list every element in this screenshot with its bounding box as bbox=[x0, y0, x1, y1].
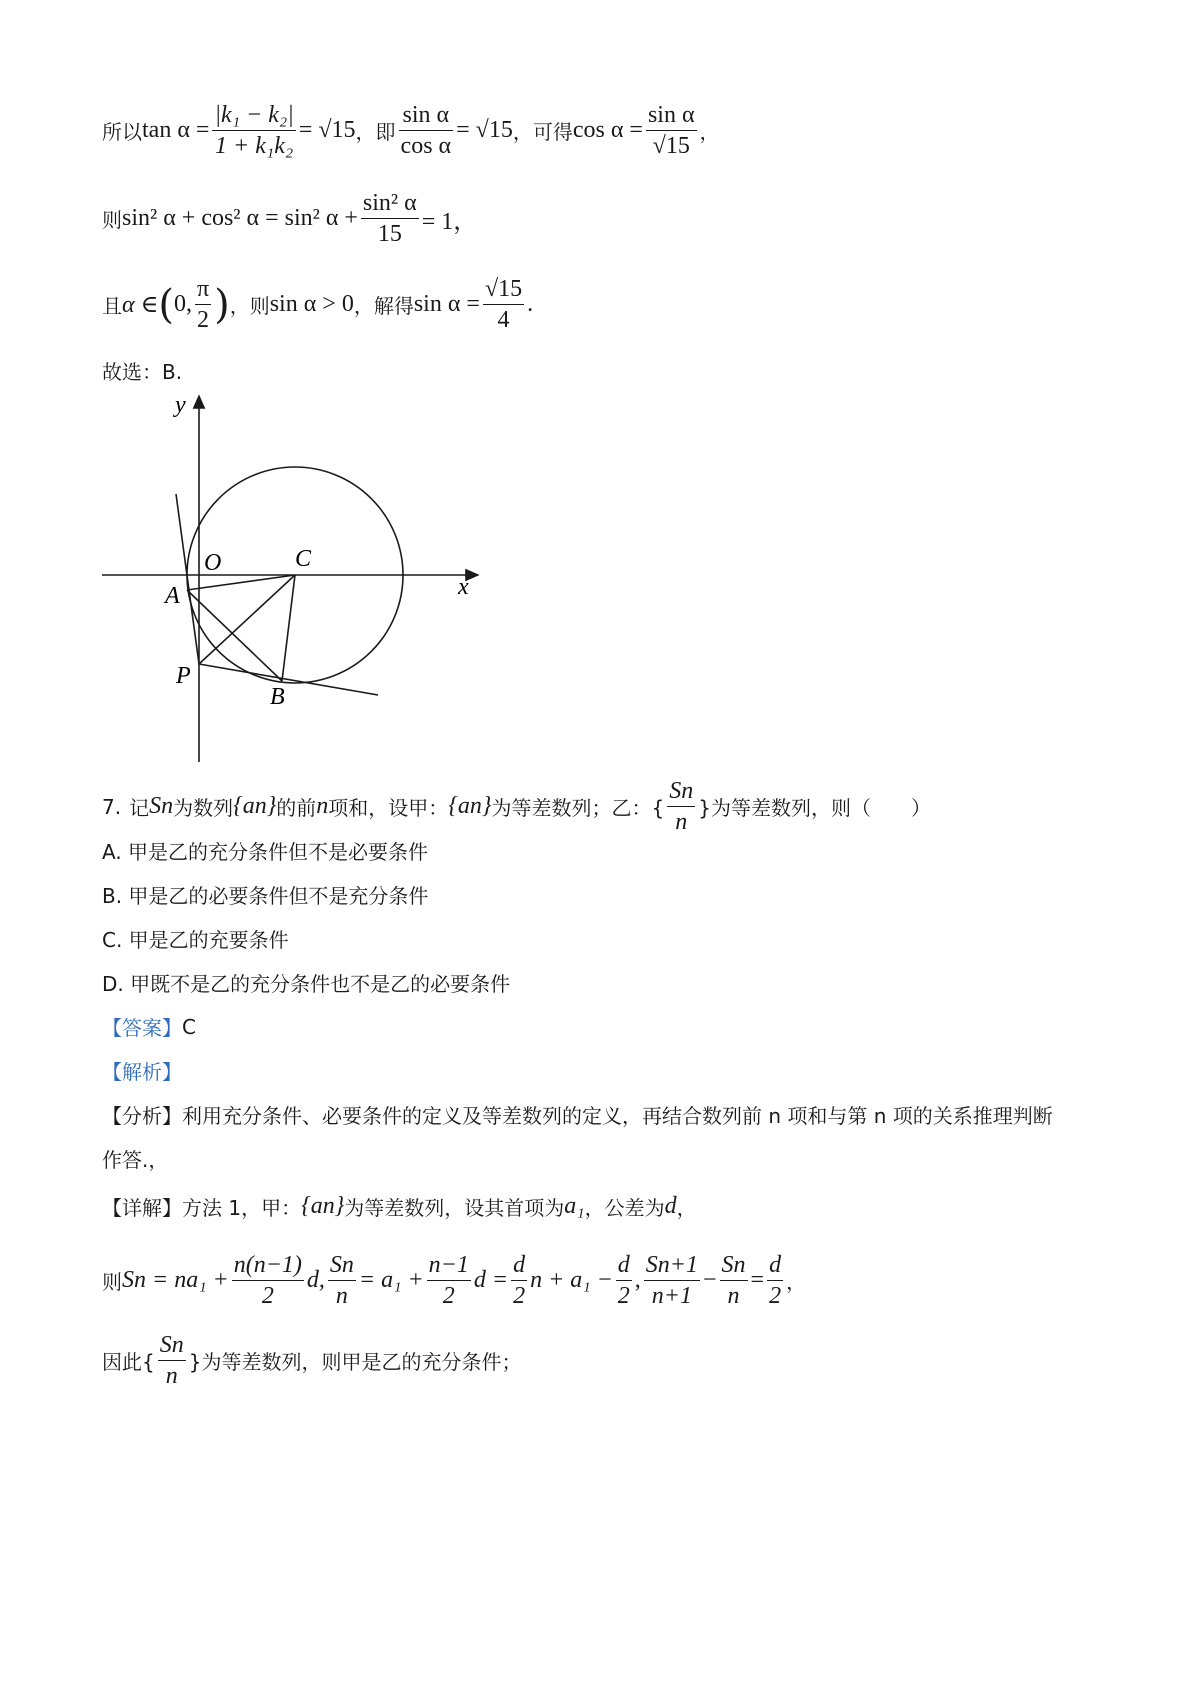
sn-symbol: Sn bbox=[149, 793, 174, 819]
an-sequence-2: {an} bbox=[448, 793, 492, 819]
eq-a1: = a₁ + bbox=[358, 1267, 424, 1293]
fraction-numerator: d bbox=[511, 1250, 527, 1281]
question-text: 为数列 bbox=[173, 796, 234, 820]
fraction-numerator: |k₁ − k₂| bbox=[212, 100, 295, 131]
fenxi-line-1 bbox=[102, 1100, 1053, 1129]
fraction-denominator: n bbox=[335, 1283, 348, 1309]
fraction-denominator: 2 bbox=[769, 1283, 782, 1309]
question-text: }为等差数列，则（ ） bbox=[698, 796, 931, 820]
left-paren: ( bbox=[158, 281, 174, 328]
fraction-denominator: 2 bbox=[261, 1283, 274, 1309]
label-a: A bbox=[165, 583, 180, 609]
fraction-sn-n bbox=[667, 776, 695, 837]
fraction-denominator: 4 bbox=[497, 307, 510, 333]
equation-line-tan bbox=[102, 100, 720, 161]
fraction-5 bbox=[616, 1250, 632, 1311]
a1-symbol: a₁ bbox=[564, 1193, 585, 1219]
text-mid: ，则 bbox=[229, 294, 270, 318]
fraction-sn-n bbox=[158, 1330, 186, 1391]
fraction-denominator: 1 + k₁k₂ bbox=[215, 133, 294, 159]
equation-line-interval bbox=[102, 274, 533, 335]
fraction-denominator: √15 bbox=[652, 133, 690, 159]
fraction-denominator: cos α bbox=[400, 133, 452, 159]
fraction-numerator: Sn bbox=[328, 1250, 356, 1281]
text-prefix: 则 bbox=[102, 208, 122, 232]
xiangjie-text: 方法 1，甲： bbox=[182, 1196, 302, 1220]
xiangjie-text: 为等差数列，设其首项为 bbox=[344, 1196, 565, 1220]
equals: = bbox=[750, 1267, 765, 1293]
fenxi-text: 利用充分条件、必要条件的定义及等差数列的定义，再结合数列前 n 项和与第 n 项的关系推理判断 bbox=[182, 1104, 1053, 1128]
fraction-denominator: 15 bbox=[377, 221, 402, 247]
fraction-3 bbox=[427, 1250, 471, 1311]
fenxi-label: 【分析】 bbox=[102, 1104, 182, 1128]
label-b: B bbox=[270, 684, 285, 710]
sn-equation: Sn = na₁ + bbox=[122, 1267, 229, 1293]
label-x: x bbox=[458, 574, 469, 600]
question-7 bbox=[102, 776, 931, 837]
xiangjie-text: ，公差为 bbox=[584, 1196, 665, 1220]
choice-line: 故选：B. bbox=[102, 360, 183, 384]
an-sequence: {an} bbox=[233, 793, 277, 819]
option-c: C. 甲是乙的充要条件 bbox=[102, 928, 289, 952]
formula-line bbox=[102, 1250, 806, 1311]
text-end: . bbox=[527, 291, 534, 317]
label-y: y bbox=[175, 392, 186, 418]
segment-ac bbox=[187, 575, 295, 590]
question-text: 项和，设甲： bbox=[328, 796, 449, 820]
fraction-numerator: n(n−1) bbox=[232, 1250, 304, 1281]
text-prefix: 所以 bbox=[102, 120, 142, 144]
an-sequence: {an} bbox=[301, 1193, 345, 1219]
fraction-pi-2 bbox=[195, 274, 211, 335]
conclusion-line bbox=[102, 1330, 521, 1391]
option-a: A. 甲是乙的充分条件但不是必要条件 bbox=[102, 840, 429, 864]
fraction-6 bbox=[644, 1250, 700, 1311]
equation-line-identity bbox=[102, 188, 477, 249]
fraction-7 bbox=[720, 1250, 748, 1311]
label-c: C bbox=[295, 546, 312, 572]
answer-line bbox=[102, 1012, 196, 1041]
fraction-sqrt15-4 bbox=[483, 274, 524, 335]
answer-value: C bbox=[182, 1014, 196, 1039]
fenxi-line-2: 作答.， bbox=[102, 1148, 169, 1172]
fraction-sin2-15 bbox=[361, 188, 419, 249]
alpha-in: α ∈ bbox=[122, 292, 159, 318]
d-symbol: d bbox=[664, 1193, 677, 1219]
n-plus-a1: n + a₁ − bbox=[530, 1267, 613, 1293]
fraction-2 bbox=[328, 1250, 356, 1311]
question-text: 记 bbox=[129, 796, 150, 820]
interval-left: 0, bbox=[173, 291, 192, 317]
fraction-8 bbox=[767, 1250, 783, 1311]
option-d: D. 甲既不是乙的充分条件也不是乙的必要条件 bbox=[102, 972, 511, 996]
text-end: ， bbox=[699, 120, 720, 144]
geometry-figure bbox=[96, 388, 496, 768]
tangent-pa bbox=[176, 494, 199, 664]
eq-sqrt15: = √15 bbox=[298, 117, 356, 143]
fraction-numerator: Sn+1 bbox=[644, 1250, 700, 1281]
fraction-numerator: d bbox=[616, 1250, 632, 1281]
comma: , bbox=[634, 1267, 641, 1293]
fraction-sin-cos bbox=[399, 100, 454, 161]
xiangjie-line bbox=[102, 1192, 697, 1221]
fraction-denominator: 2 bbox=[197, 307, 210, 333]
fraction-numerator: sin α bbox=[399, 100, 454, 131]
text-prefix: 则 bbox=[102, 1270, 122, 1294]
identity-tail: = 1， bbox=[421, 209, 478, 235]
label-o: O bbox=[204, 550, 222, 576]
fraction-numerator: Sn bbox=[667, 776, 695, 807]
xiangjie-end: ， bbox=[676, 1196, 697, 1220]
sin-eq: sin α = bbox=[413, 291, 480, 317]
text-sep: ，即 bbox=[355, 120, 396, 144]
fraction-denominator: 2 bbox=[442, 1283, 455, 1309]
right-paren: ) bbox=[214, 281, 230, 328]
segment-pc bbox=[199, 575, 295, 664]
fraction-denominator: n bbox=[165, 1363, 178, 1389]
question-text: 为等差数列；乙：{ bbox=[491, 796, 665, 820]
fraction-denominator: 2 bbox=[513, 1283, 526, 1309]
answer-label: 【答案】 bbox=[102, 1016, 182, 1040]
tangent-pb bbox=[199, 664, 378, 695]
text-sep2: ，可得 bbox=[512, 120, 573, 144]
conclusion-text: }为等差数列，则甲是乙的充分条件； bbox=[188, 1350, 522, 1374]
fraction-numerator: Sn bbox=[720, 1250, 748, 1281]
minus: − bbox=[703, 1267, 717, 1293]
option-b: B. 甲是乙的必要条件但不是充分条件 bbox=[102, 884, 429, 908]
fraction-numerator: Sn bbox=[158, 1330, 186, 1361]
question-number: 7. bbox=[102, 794, 122, 819]
fraction-numerator: n−1 bbox=[427, 1250, 471, 1281]
fraction-numerator: √15 bbox=[483, 274, 524, 305]
fraction-denominator: n bbox=[727, 1283, 740, 1309]
cos-eq: cos α = bbox=[572, 117, 643, 143]
xiangjie-label: 【详解】 bbox=[102, 1196, 182, 1220]
eq-sqrt15-b: = √15 bbox=[456, 117, 513, 143]
fraction-sin-sqrt bbox=[646, 100, 697, 161]
text-mid2: ，解得 bbox=[353, 294, 414, 318]
fraction-4 bbox=[511, 1250, 527, 1311]
identity-expression: sin² α + cos² α = sin² α + bbox=[122, 205, 358, 231]
fraction-denominator: n+1 bbox=[651, 1283, 692, 1309]
question-text: 的前 bbox=[276, 796, 317, 820]
fraction-numerator: d bbox=[767, 1250, 783, 1281]
fraction-numerator: sin² α bbox=[361, 188, 419, 219]
d-comma: d, bbox=[306, 1267, 325, 1293]
text-prefix: 且 bbox=[102, 294, 122, 318]
text-prefix: 因此{ bbox=[102, 1350, 155, 1374]
sin-positive: sin α > 0 bbox=[269, 291, 354, 317]
segment-cb bbox=[282, 575, 295, 681]
fraction-denominator: n bbox=[675, 809, 688, 835]
fraction-k bbox=[212, 100, 295, 161]
analysis-label: 【解析】 bbox=[102, 1060, 182, 1084]
n-symbol: n bbox=[316, 793, 329, 819]
fraction-1 bbox=[232, 1250, 304, 1311]
label-p: P bbox=[176, 663, 191, 689]
fraction-numerator: π bbox=[195, 274, 211, 305]
text-end: ， bbox=[786, 1270, 807, 1294]
fraction-numerator: sin α bbox=[646, 100, 697, 131]
tan-expression: tan α = bbox=[142, 117, 210, 143]
d-eq: d = bbox=[473, 1267, 509, 1293]
fraction-denominator: 2 bbox=[617, 1283, 630, 1309]
segment-ab bbox=[187, 590, 282, 681]
